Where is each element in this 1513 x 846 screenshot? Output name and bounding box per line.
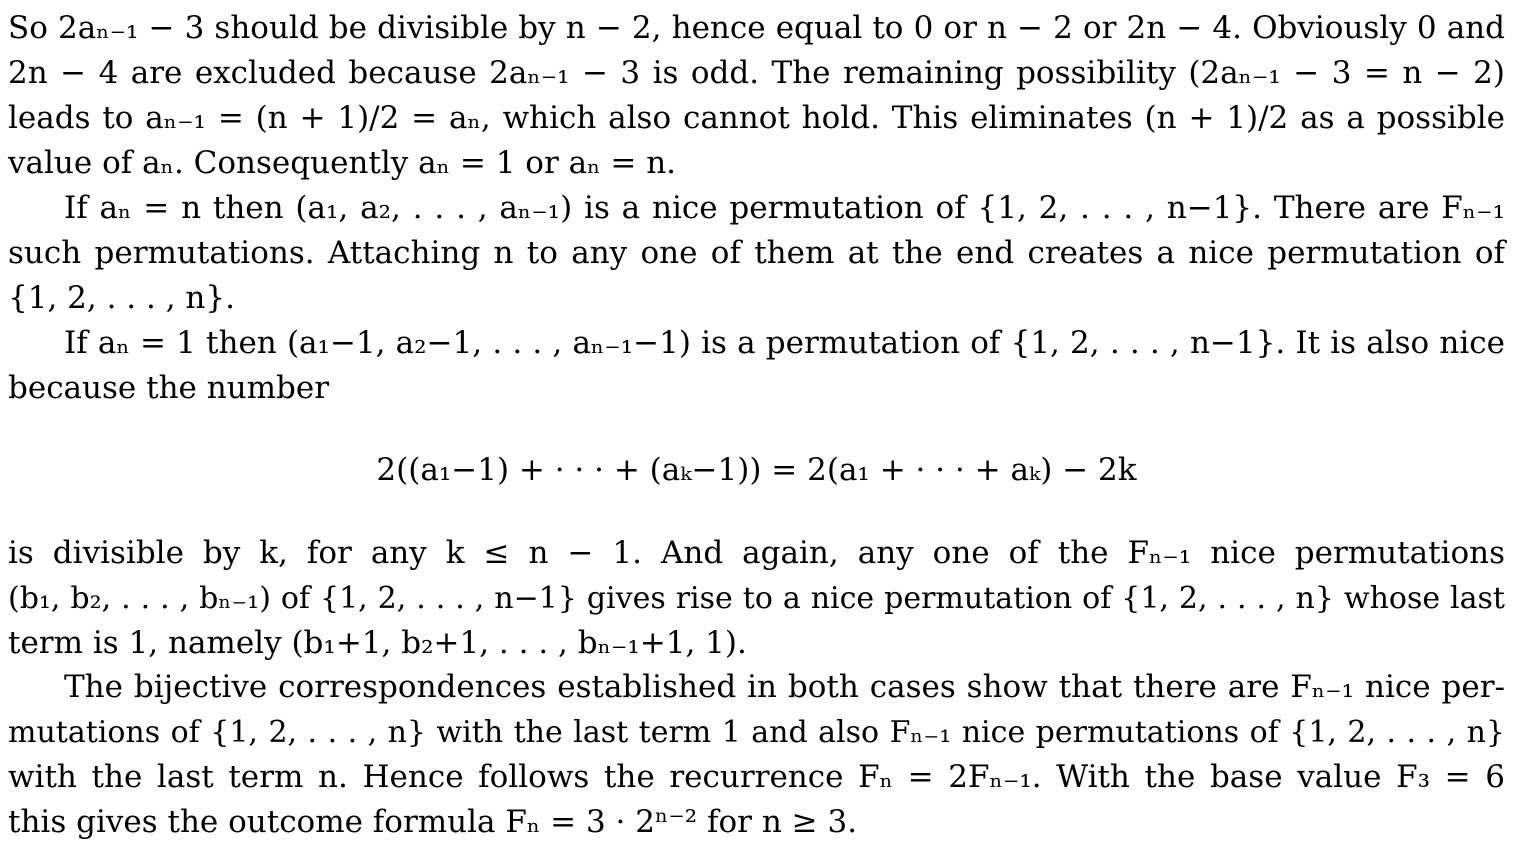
display-equation: 2((a₁−1) + · · · + (aₖ−1)) = 2(a₁ + · · · + aₖ) − 2k [376, 452, 1137, 488]
text-line: such permutations. Attaching n to any one of them at the end creates a nice permutation of [8, 235, 1505, 271]
text-line: So 2aₙ₋₁ − 3 should be divisible by n − 2, hence equal to 0 or n − 2 or 2n − 4. Obviously 0 and [8, 10, 1505, 46]
text-line: because the number [8, 370, 330, 406]
text-line: The bijective correspondences established in both cases show that there are Fₙ₋₁ nice per- [64, 669, 1505, 705]
text-line: value of aₙ. Consequently aₙ = 1 or aₙ = n. [8, 145, 677, 181]
text-line: term is 1, namely (b₁+1, b₂+1, . . . , bₙ₋₁+1, 1). [8, 625, 747, 661]
text-line: this gives the outcome formula Fₙ = 3 · 2ⁿ⁻² for n ≥ 3. [8, 804, 858, 840]
text-line: with the last term n. Hence follows the recurrence Fₙ = 2Fₙ₋₁. With the base value F₃ = 6 [8, 759, 1505, 795]
text-line: leads to aₙ₋₁ = (n + 1)/2 = aₙ, which also cannot hold. This eliminates (n + 1)/2 as a possible [8, 100, 1505, 136]
text-line: If aₙ = 1 then (a₁−1, a₂−1, . . . , aₙ₋₁−1) is a permutation of {1, 2, . . . , n−1}. It is also nice [64, 325, 1505, 361]
text-line: If aₙ = n then (a₁, a₂, . . . , aₙ₋₁) is a nice permutation of {1, 2, . . . , n−1}. There are Fₙ₋₁ [64, 190, 1505, 226]
text-line: 2n − 4 are excluded because 2aₙ₋₁ − 3 is odd. The remaining possibility (2aₙ₋₁ − 3 = n − 2) [8, 55, 1505, 91]
text-line: (b₁, b₂, . . . , bₙ₋₁) of {1, 2, . . . , n−1} gives rise to a nice permutation of {1, 2, . . . , n} whose last [8, 581, 1505, 616]
text-line: {1, 2, . . . , n}. [8, 280, 235, 316]
text-line: mutations of {1, 2, . . . , n} with the last term 1 and also Fₙ₋₁ nice permutations of {1, 2, . . . , n} [8, 715, 1505, 750]
text-line: is divisible by k, for any k ≤ n − 1. And again, any one of the Fₙ₋₁ nice permutations [8, 535, 1505, 571]
